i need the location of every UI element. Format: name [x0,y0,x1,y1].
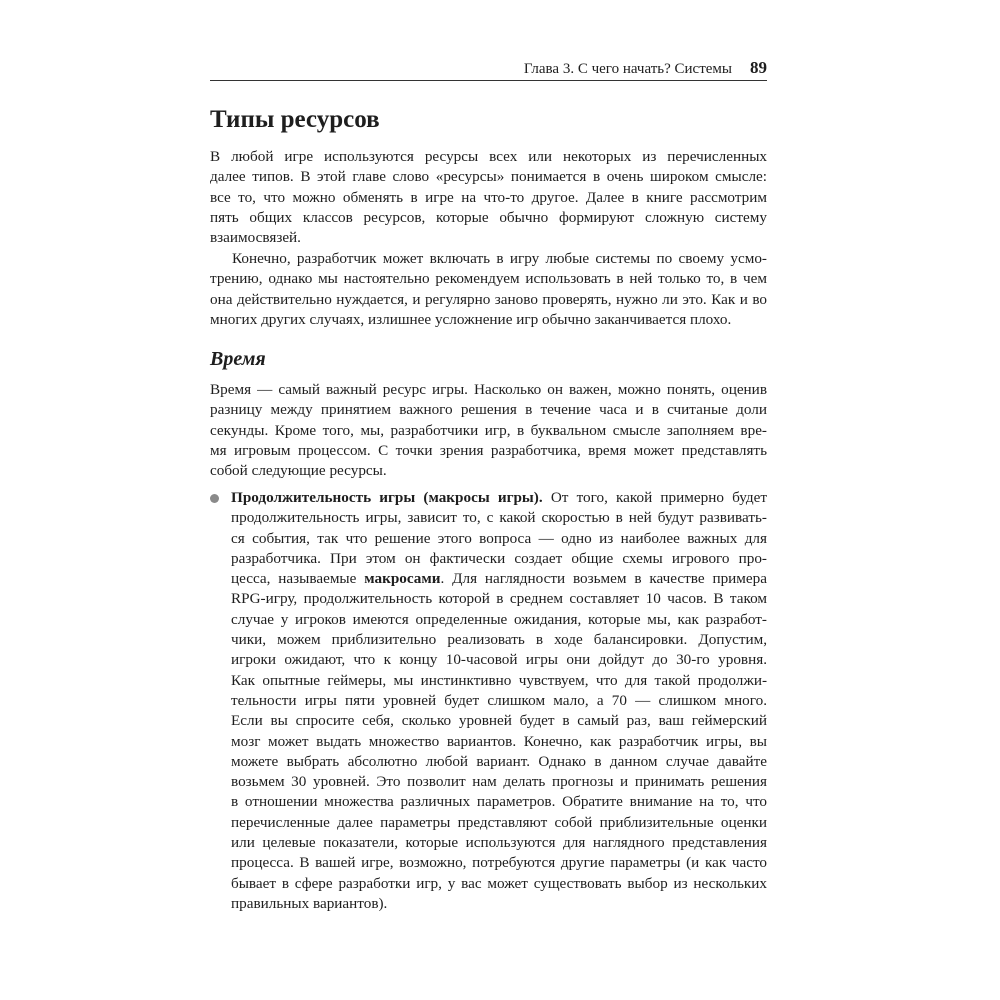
text-line: собой следующие ресурсы. [210,462,387,480]
text-line: продолжительность игры, зависит то, с какой скоростью в ней будут развивать- [231,509,767,527]
text-line: разницу между принятием важного решения в течение часа и в считаные доли [210,401,767,419]
bullet-item [231,488,767,914]
text-line: перечисленные далее параметры представляют собой приблизительные оценки [231,813,767,831]
bullet-icon [210,494,219,503]
text-line: многих других случаях, излишнее усложнение игр обычно заканчивается плохо. [210,310,732,328]
text-line: взаимосвязей. [210,229,301,247]
bullet-term: Продолжительность игры (макросы игры). [231,489,543,506]
text-line: Время — самый важный ресурс игры. Насколько он важен, можно понять, оценив [210,381,767,398]
text-line: игроки ожидают, что к концу 10-часовой игры они дойдут до 30-го уровня. [231,651,767,669]
text-line: чики, можем приблизительно реализовать в ходе балансировки. Допустим, [231,631,767,649]
text-line: далее типов. В этой главе слово «ресурсы» понимается в очень широком смысле: [210,168,767,186]
macro-term: макросами [364,570,441,588]
time-paragraph [210,380,767,481]
text-line: мя игровым процессом. С точки зрения разработчика, время может представлять [210,441,767,459]
running-header [210,58,767,81]
subsection-heading: Время [210,348,266,370]
text-line: тельности игры пяти уровней будет слишком мало, а 70 — слишком много. [231,691,767,709]
text-line: В любой игре используются ресурсы всех или некоторых из перечисленных [210,148,767,165]
text-line: разработчика. При этом он фактически создает общие схемы игрового про- [231,549,767,567]
chapter-title: Глава 3. С чего начать? Системы [523,61,732,77]
text-line: можете выбрать абсолютно любой вариант. Однако в данном случае давайте [231,752,767,770]
text-line: трению, однако мы настоятельно рекомендуем использовать в ней только то, в чем [210,270,767,288]
text-line: мозг может выдать множество вариантов. Конечно, как разработчик игры, вы [231,732,767,750]
text-line: правильных вариантов). [231,894,388,912]
text-line: Как опытные геймеры, мы инстинктивно чувствуем, что для такой продолжи- [231,671,767,689]
text-line: она действительно нуждается, и регулярно заново проверять, нужно ли это. Как и во [210,290,767,308]
intro-paragraph-2 [210,249,767,330]
text-line: бывает в сфере разработки игр, у вас может существовать выбор из нескольких [231,874,767,892]
text-line: случае у игроков имеются определенные ожидания, которые мы, как разработ- [231,610,767,628]
page-number: 89 [750,58,767,77]
text-line: RPG-игру, продолжительность которой в среднем составляет 10 часов. В таком [231,590,767,608]
text-line: процесса. В вашей игре, возможно, потребуются другие параметры (и как часто [231,854,767,872]
text-line: Продолжительность игры (макросы игры). От того, какой примерно будет [231,489,767,506]
text-line: ся события, так что решение этого вопроса — одно из наиболее важных для [231,529,767,547]
text-line: цесса, называемые макросами. Для наглядности возьмем в качестве примера [231,570,767,588]
section-heading: Типы ресурсов [210,106,380,133]
text-line: или целевые показатели, которые используются для наглядного представления [231,834,767,852]
text-line: Конечно, разработчик может включать в игру любые системы по своему усмо- [232,250,767,267]
text-line: в отношении множества различных параметров. Обратите внимание на то, что [231,793,767,811]
intro-paragraph-1 [210,147,767,248]
text-line: возьмем 30 уровней. Это позволит нам делать прогнозы и принимать решения [231,773,767,791]
text-line: все то, что можно обменять в игре на что-то другое. Далее в книге рассмотрим [210,188,767,206]
text-line: Если вы спросите себя, сколько уровней будет в самый раз, ваш геймерский [231,712,767,730]
text-line: пять общих классов ресурсов, которые обычно формируют сложную систему [210,208,767,226]
text-line: секунды. Кроме того, мы, разработчики игр, в буквальном смысле заполняем вре- [210,421,767,439]
